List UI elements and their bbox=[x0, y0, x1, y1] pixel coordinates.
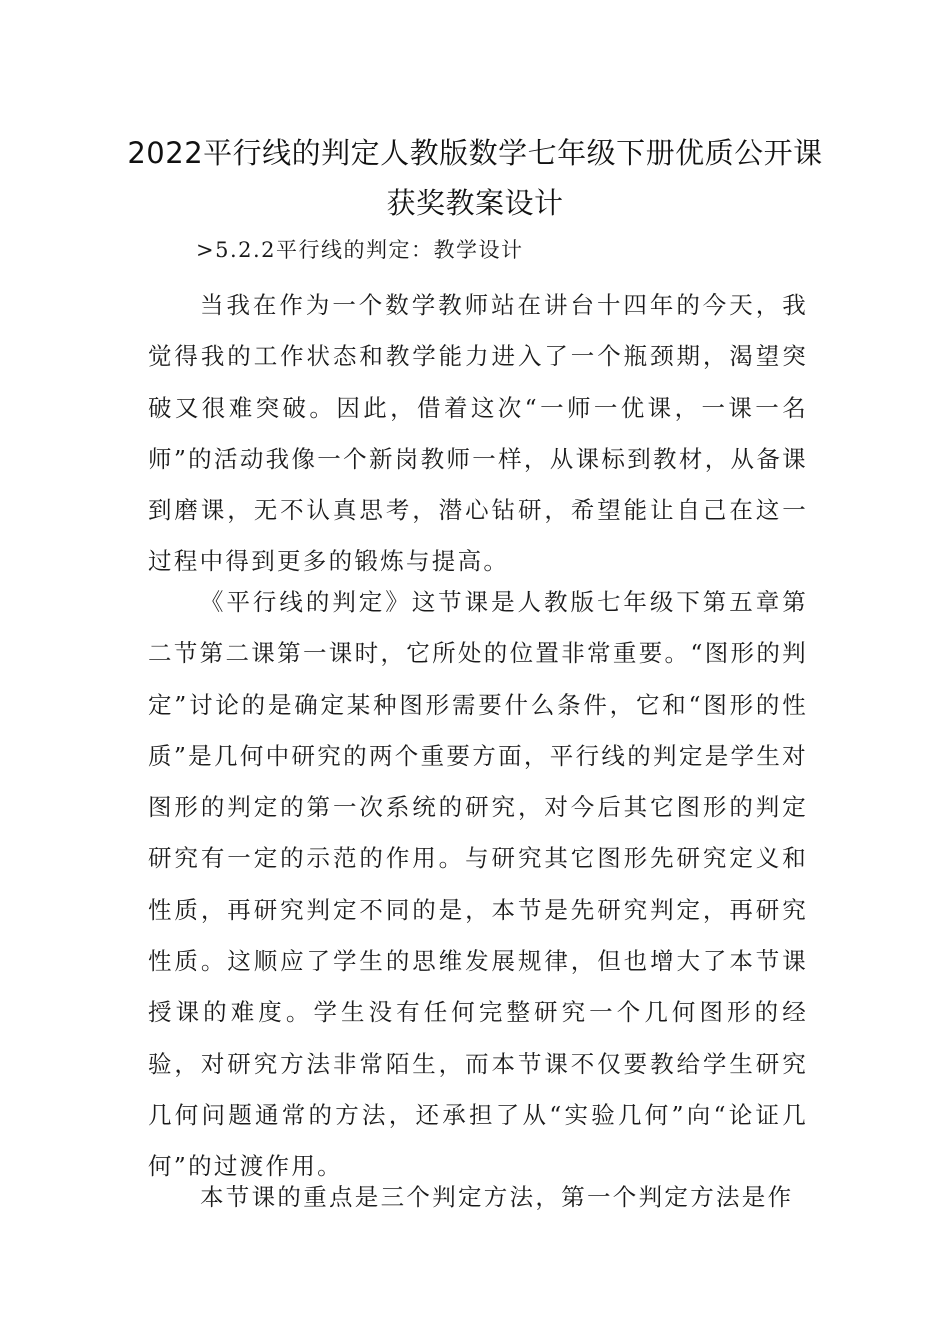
section-heading: >5.2.2平行线的判定：教学设计 bbox=[196, 238, 524, 262]
document-title: 2022平行线的判定人教版数学七年级下册优质公开课获奖教案设计 bbox=[127, 136, 823, 220]
paragraph-intro: 当我在作为一个数学教师站在讲台十四年的今天，我觉得我的工作状态和教学能力进入了一个瓶颈期，渴望突破又很难突破。因此，借着这次“一师一优课，一课一名师”的活动我像一个新岗教师一样，从课标到教材，从备课到磨课，无不认真思考，潜心钻研，希望能让自己在这一过程中得到更多的锻炼与提高。 bbox=[148, 291, 808, 576]
paragraph-key-points: 本节课的重点是三个判定方法，第一个判定方法是作 bbox=[200, 1183, 794, 1211]
paragraph-lesson-position: 《平行线的判定》这节课是人教版七年级下第五章第二节第二课第一课时，它所处的位置非常重要。“图形的判定”讨论的是确定某种图形需要什么条件，它和“图形的性质”是几何中研究的两个重要方面，平行线的判定是学生对图形的判定的第一次系统的研究，对今后其它图形的判定研究有一定的示范的作用。与研究其它图形先研究定义和性质，再研究判定不同的是，本节是先研究判定，再研究性质。这顺应了学生的思维发展规律，但也增大了本节课授课的难度。学生没有任何完整研究一个几何图形的经验，对研究方法非常陌生，而本节课不仅要教给学生研究几何问题通常的方法，还承担了从“实验几何”向“论证几何”的过渡作用。 bbox=[148, 588, 808, 1181]
